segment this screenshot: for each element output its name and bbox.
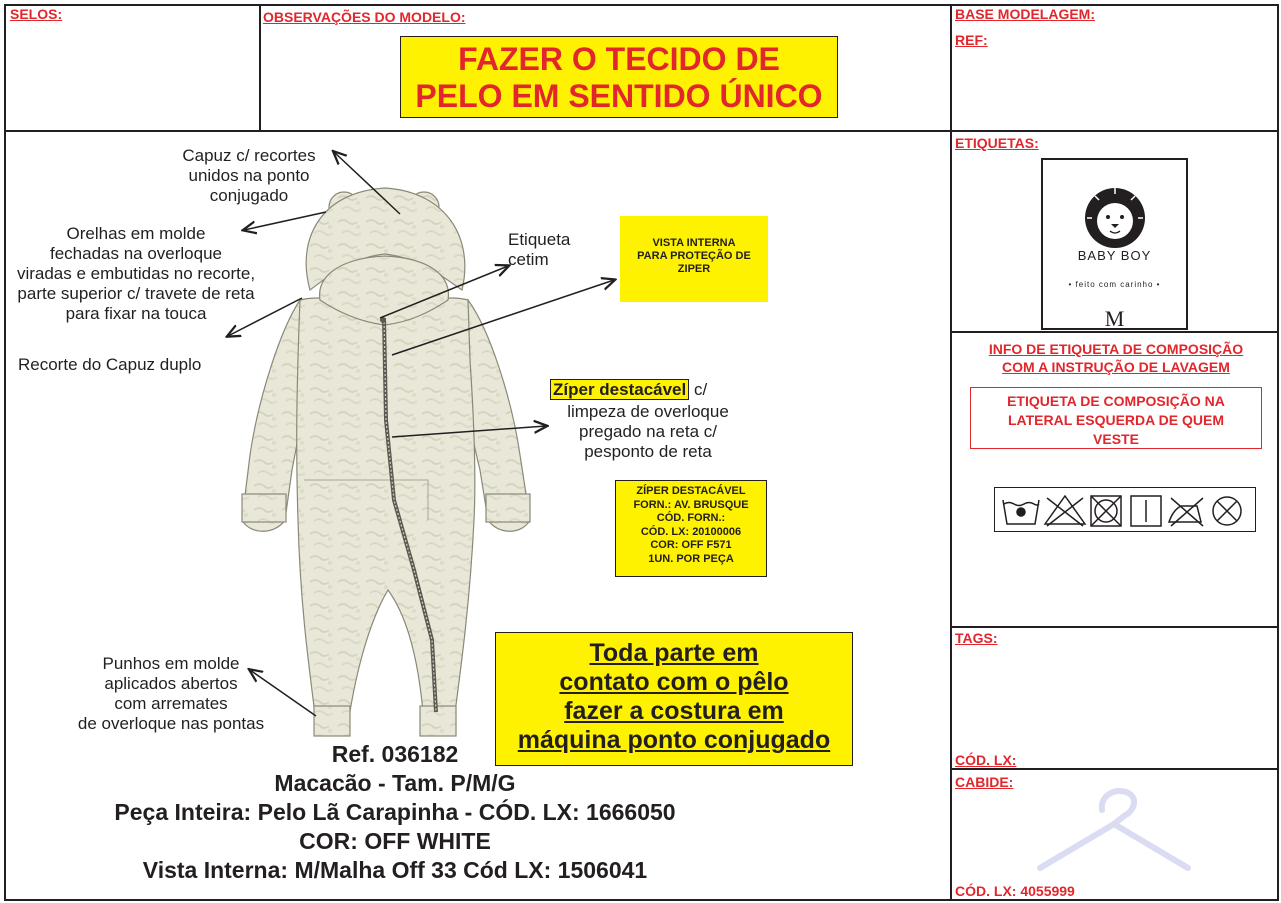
label-brand: BABY BOY — [1077, 248, 1152, 263]
capuz-annotation: Capuz c/ recortes unidos na ponto conjugado — [182, 146, 316, 205]
brand-label — [1041, 158, 1188, 330]
no-dry-clean-icon — [1213, 497, 1241, 525]
base-modelagem-label: BASE MODELAGEM: — [955, 6, 1095, 22]
right-cuff — [486, 494, 530, 522]
label-tagline: • feito com carinho • — [1068, 280, 1161, 289]
observacoes-label: OBSERVAÇÕES DO MODELO: — [263, 9, 466, 25]
ziper-annotation: Zíper destacável c/ limpeza de overloque pregado na reta c/ pesponto de reta — [548, 380, 748, 462]
no-bleach-icon — [1045, 496, 1085, 526]
product-name: Macacão - Tam. P/M/G — [274, 770, 516, 796]
ziper-spec-note: ZÍPER DESTACÁVEL FORN.: AV. BRUSQUE CÓD. FORN.: CÓD. LX: 20100006 COR: OFF F571 1UN. POR PEÇA — [615, 480, 767, 577]
info-composition-title: INFO DE ETIQUETA DE COMPOSIÇÃO COM A INSTRUÇÃO DE LAVAGEM — [988, 341, 1244, 375]
left-cuff — [242, 494, 286, 522]
cod-lx-label: CÓD. LX: — [955, 752, 1017, 768]
ziper-highlight: Zíper destacável — [550, 379, 689, 400]
product-info — [40, 740, 750, 885]
orelhas-annotation: Orelhas em molde fechadas na overloque viradas e embutidas no recorte, parte superior c/ travete de reta para fixar na touca — [16, 224, 256, 323]
care-symbols — [994, 487, 1256, 532]
recorte-annotation: Recorte do Capuz duplo — [18, 355, 202, 374]
product-inner: Vista Interna: M/Malha Off 33 Cód LX: 1506041 — [142, 857, 648, 883]
wash-30-icon — [1003, 500, 1039, 524]
label-size: M — [1104, 306, 1125, 331]
product-color: COR: OFF WHITE — [299, 828, 491, 854]
main-note-line1: FAZER O TECIDO DE — [458, 41, 780, 77]
etiqueta-annotation: Etiqueta cetim — [508, 230, 571, 269]
composition-note: ETIQUETA DE COMPOSIÇÃO NA LATERAL ESQUERDA DE QUEM VESTE — [970, 387, 1262, 449]
right-leg-cuff — [420, 706, 456, 736]
etiquetas-label: ETIQUETAS: — [955, 135, 1039, 151]
vista-interna-note: VISTA INTERNA PARA PROTEÇÃO DE ZIPER — [620, 216, 768, 302]
iron-no-icon — [1169, 498, 1203, 526]
hanger-icon — [1030, 780, 1200, 880]
left-leg-cuff — [314, 706, 350, 736]
product-fabric: Peça Inteira: Pelo Lã Carapinha - CÓD. LX: 1666050 — [114, 799, 676, 825]
no-tumble-dry-icon — [1091, 496, 1121, 526]
cabide-cod: CÓD. LX: 4055999 — [955, 883, 1075, 899]
tags-label: TAGS: — [955, 630, 998, 646]
product-ref: Ref. 036182 — [331, 741, 459, 767]
punhos-annotation: Punhos em molde aplicados abertos com arremates de overloque nas pontas — [77, 654, 265, 733]
toda-parte-note: Toda parte em contato com o pêlo fazer a costura em máquina ponto conjugado — [495, 632, 853, 766]
cabide-label: CABIDE: — [955, 774, 1014, 790]
ref-label: REF: — [955, 32, 988, 48]
main-note-line2: PELO EM SENTIDO ÚNICO — [415, 78, 823, 114]
selos-label: SELOS: — [10, 6, 63, 22]
line-dry-icon — [1131, 496, 1161, 526]
